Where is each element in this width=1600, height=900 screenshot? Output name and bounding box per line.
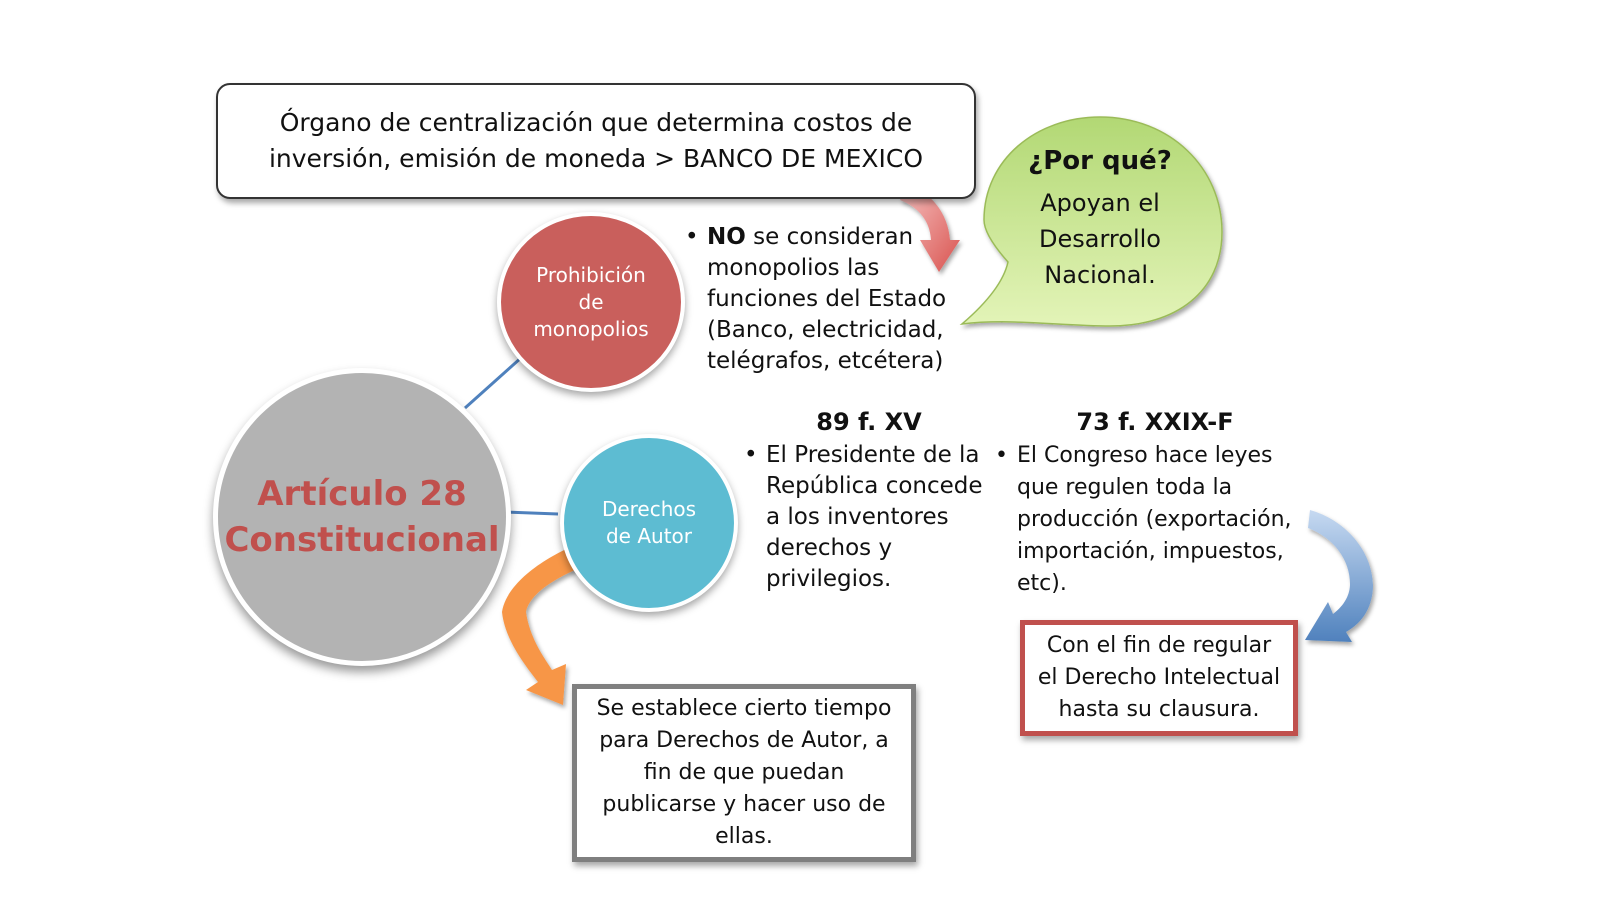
central-circle xyxy=(213,368,511,666)
derechos-note-text: Se establece cierto tiempo para Derechos de Autor, a fin de que puedan publicarse y hacer uso de ellas. xyxy=(596,696,892,849)
top-note-text: Órgano de centralización que determina costos de inversión, emisión de moneda > BANCO DE MEXICO xyxy=(268,108,924,173)
article-73-heading: 73 f. XXIX-F xyxy=(1076,408,1234,436)
prohibicion-label: Prohibición de monopolios xyxy=(533,262,649,341)
derechos-note-box xyxy=(572,684,916,862)
bubble-title: ¿Por qué? xyxy=(1028,146,1172,176)
central-label: Artículo 28 Constitucional xyxy=(224,474,500,560)
top-note-box xyxy=(216,83,976,199)
prohibicion-description xyxy=(685,222,955,377)
prohibicion-circle xyxy=(497,212,685,392)
result-note-box xyxy=(1020,620,1298,736)
speech-bubble xyxy=(995,143,1205,293)
article-73-bullet: • El Congreso hace leyes que regulen toda la producción (exportación, importación, impuestos, etc). xyxy=(995,440,1315,600)
prohibicion-bullet-bold: NO xyxy=(707,224,746,250)
curved-arrow-blue xyxy=(1305,510,1373,642)
prohibicion-bullet xyxy=(685,222,955,377)
derechos-circle xyxy=(560,434,738,612)
article-73-block xyxy=(995,408,1315,600)
derechos-label: Derechos de Autor xyxy=(601,497,697,548)
bubble-text: Apoyan el Desarrollo Nacional. xyxy=(1039,189,1161,289)
prohibicion-bullet-rest: se consideran monopolios las funciones del Estado (Banco, electricidad, telégrafos, etcétera) xyxy=(707,224,947,374)
connector-line-derechos xyxy=(503,512,558,514)
article-89-heading: 89 f. XV xyxy=(816,408,922,436)
article-89-bullet: • El Presidente de la República concede a los inventores derechos y privilegios. xyxy=(744,440,994,595)
article-89-block xyxy=(744,408,994,595)
result-note-text: Con el fin de regular el Derecho Intelectual hasta su clausura. xyxy=(1037,633,1281,722)
connector-line-prohibicion xyxy=(465,357,522,408)
